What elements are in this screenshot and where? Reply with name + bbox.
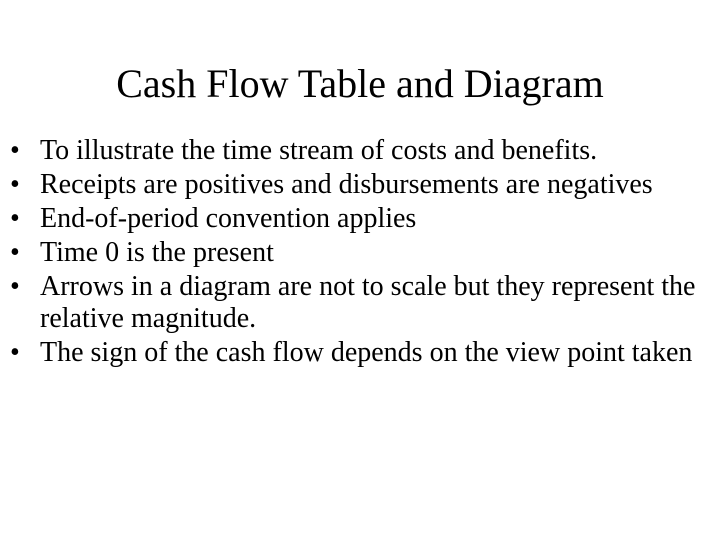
bullet-item — [0, 337, 720, 369]
bullet-item — [0, 237, 720, 269]
bullet-text: To illustrate the time stream of costs and benefits. — [40, 135, 598, 166]
bullet-icon: • — [10, 337, 20, 368]
bullet-icon: • — [10, 135, 20, 166]
bullet-item — [0, 135, 720, 167]
bullet-item — [0, 271, 720, 335]
bullet-text: End-of-period convention applies — [40, 203, 417, 234]
bullet-item — [0, 203, 720, 235]
bullet-text: The sign of the cash flow depends on the view point taken — [40, 337, 693, 368]
bullet-item — [0, 169, 720, 201]
bullet-text: Receipts are positives and disbursements are negatives — [40, 169, 653, 200]
bullet-icon: • — [10, 271, 20, 302]
bullet-text: Time 0 is the present — [40, 237, 274, 268]
bullet-icon: • — [10, 237, 20, 268]
bullet-icon: • — [10, 203, 20, 234]
bullet-list — [0, 135, 720, 371]
slide-title: Cash Flow Table and Diagram — [116, 61, 604, 106]
bullet-icon: • — [10, 169, 20, 200]
bullet-text: Arrows in a diagram are not to scale but they represent the relative magnitude. — [40, 271, 696, 334]
